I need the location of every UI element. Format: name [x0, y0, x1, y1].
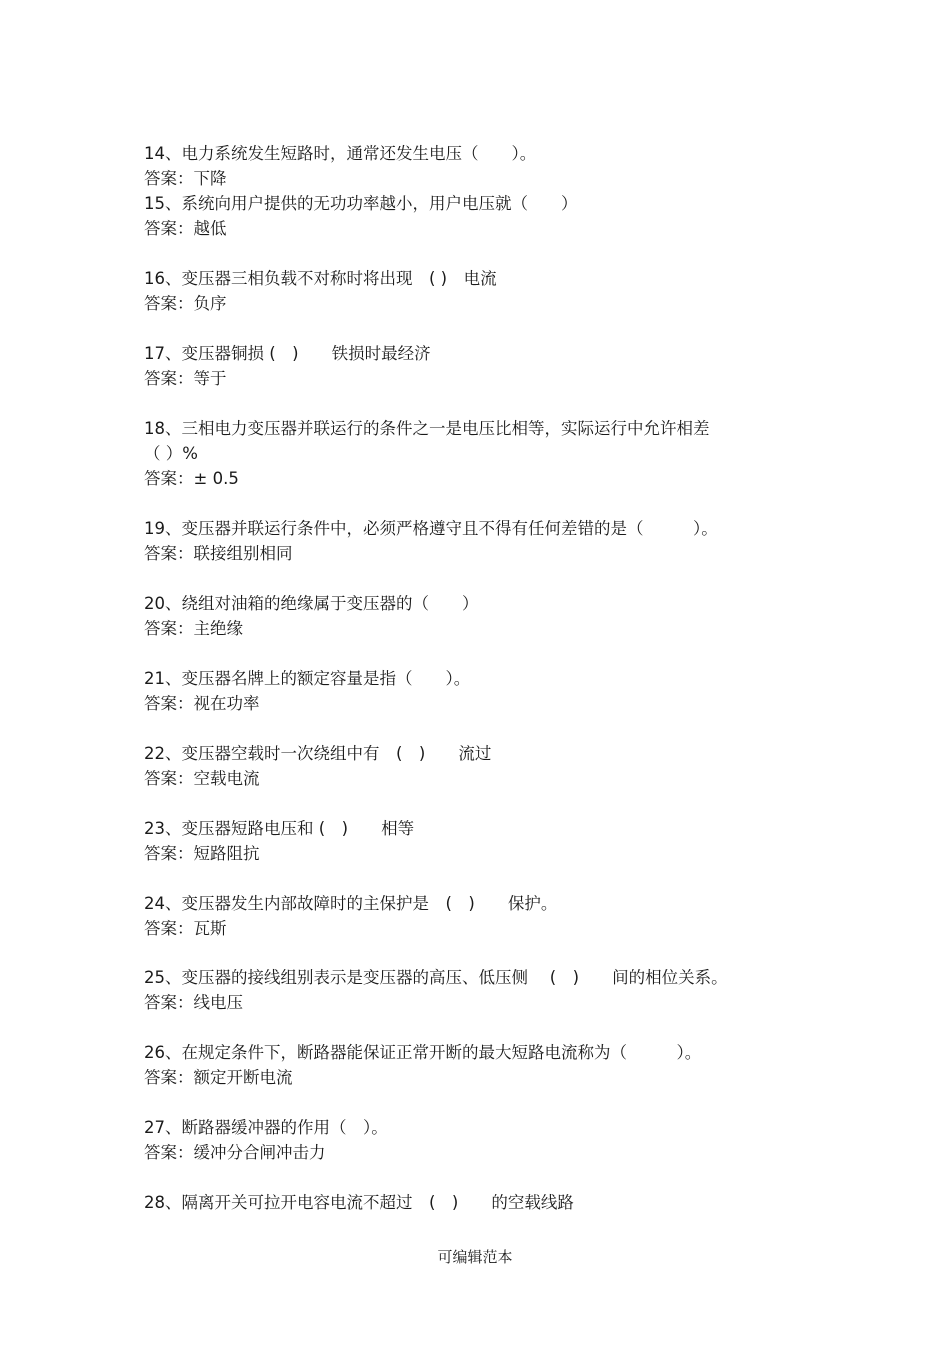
question-22: 22、变压器空载时一次绕组中有 ( ) 流过	[144, 744, 492, 763]
question-26: 26、在规定条件下，断路器能保证正常开断的最大短路电流称为（ ）。	[144, 1043, 702, 1062]
answer-19: 答案：联接组别相同	[144, 544, 293, 563]
answer-27: 答案：缓冲分合闸冲击力	[144, 1143, 326, 1162]
answer-23: 答案：短路阻抗	[144, 844, 260, 863]
answer-17: 答案：等于	[144, 369, 227, 388]
question-19: 19、变压器并联运行条件中，必须严格遵守且不得有任何差错的是（ ）。	[144, 519, 718, 538]
answer-18: 答案：± 0.5	[144, 469, 239, 488]
question-14: 14、电力系统发生短路时，通常还发生电压（ ）。	[144, 144, 537, 163]
answer-20: 答案：主绝缘	[144, 619, 243, 638]
answer-22: 答案：空载电流	[144, 769, 260, 788]
question-18: 18、三相电力变压器并联运行的条件之一是电压比相等，实际运行中允许相差	[144, 419, 710, 438]
question-24: 24、变压器发生内部故障时的主保护是 ( ) 保护。	[144, 894, 558, 913]
answer-15: 答案：越低	[144, 219, 227, 238]
answer-16: 答案：负序	[144, 294, 227, 313]
page-footer: 可编辑范本	[437, 1248, 513, 1266]
question-16: 16、变压器三相负载不对称时将出现 ( ) 电流	[144, 269, 497, 288]
answer-26: 答案：额定开断电流	[144, 1068, 293, 1087]
answer-25: 答案：线电压	[144, 993, 243, 1012]
question-15: 15、系统向用户提供的无功功率越小，用户电压就（ ）	[144, 194, 578, 213]
question-18-continued: （ ）%	[144, 444, 198, 463]
question-25: 25、变压器的接线组别表示是变压器的高压、低压侧 ( ) 间的相位关系。	[144, 968, 728, 987]
answer-14: 答案：下降	[144, 169, 227, 188]
answer-24: 答案：瓦斯	[144, 919, 227, 938]
question-17: 17、变压器铜损 ( ) 铁损时最经济	[144, 344, 431, 363]
question-27: 27、断路器缓冲器的作用（ ）。	[144, 1118, 388, 1137]
question-28: 28、隔离开关可拉开电容电流不超过 ( ) 的空载线路	[144, 1193, 574, 1212]
question-20: 20、绕组对油箱的绝缘属于变压器的（ ）	[144, 594, 479, 613]
answer-21: 答案：视在功率	[144, 694, 260, 713]
question-23: 23、变压器短路电压和 ( ) 相等	[144, 819, 415, 838]
question-21: 21、变压器名牌上的额定容量是指（ ）。	[144, 669, 471, 688]
